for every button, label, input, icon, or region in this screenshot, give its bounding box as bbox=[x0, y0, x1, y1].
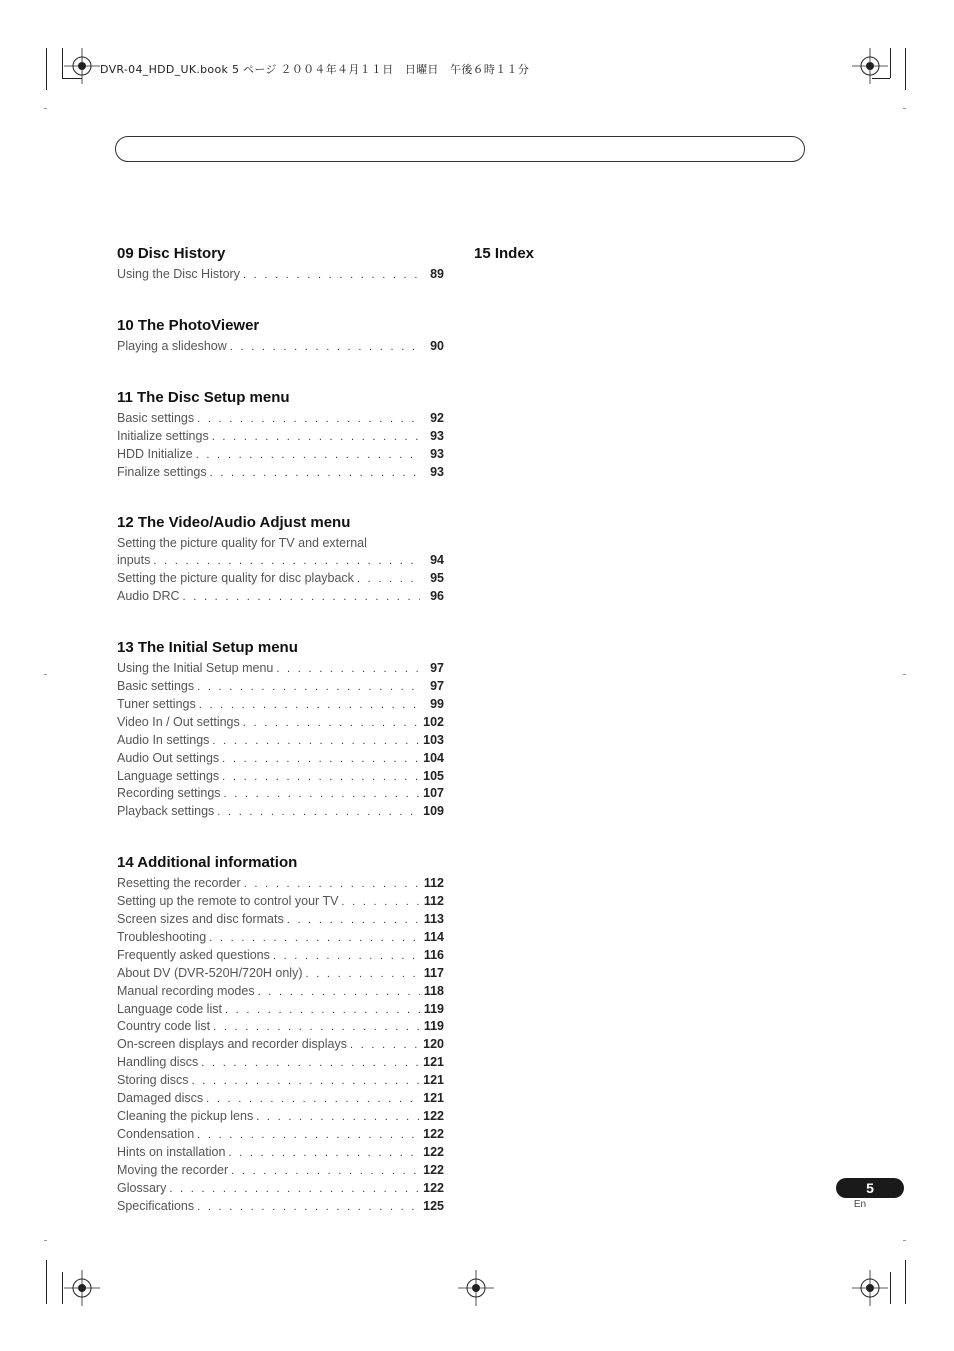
toc-page-number: 93 bbox=[430, 446, 444, 461]
dot-leader bbox=[199, 697, 420, 714]
tick-mark bbox=[44, 108, 47, 109]
toc-entry[interactable] bbox=[117, 947, 444, 965]
toc-page-number: 112 bbox=[423, 876, 444, 891]
dot-leader bbox=[341, 894, 419, 911]
dot-leader bbox=[243, 715, 419, 732]
chapter-title: 14 Additional information bbox=[117, 854, 298, 872]
dot-leader bbox=[224, 786, 420, 803]
dot-leader bbox=[196, 447, 420, 464]
toc-entry-label: Country code list bbox=[117, 1019, 211, 1034]
toc-left-column bbox=[117, 244, 444, 1247]
chapter-title: 09 Disc History bbox=[117, 245, 226, 262]
dot-leader bbox=[225, 1002, 420, 1019]
chapter-title: 15 Index bbox=[474, 245, 535, 262]
toc-entry-label: Handling discs bbox=[117, 1055, 199, 1070]
toc-entry-label: Audio DRC bbox=[117, 589, 180, 604]
toc-entry[interactable] bbox=[117, 1180, 444, 1198]
toc-page-number: 122 bbox=[423, 1144, 444, 1159]
toc-page-number: 116 bbox=[423, 947, 444, 962]
toc-entry-label: Basic settings bbox=[117, 410, 195, 425]
dot-leader bbox=[273, 948, 420, 965]
dot-leader bbox=[153, 553, 420, 570]
toc-entry[interactable] bbox=[117, 965, 444, 983]
crop-mark bbox=[890, 1272, 891, 1304]
dot-leader bbox=[287, 912, 420, 929]
page-number-badge: 5 bbox=[836, 1178, 904, 1198]
toc-entry-label: Language settings bbox=[117, 768, 220, 783]
dot-leader bbox=[230, 339, 420, 356]
toc-entry[interactable] bbox=[117, 911, 444, 929]
toc-entry[interactable] bbox=[117, 875, 444, 893]
toc-entry[interactable] bbox=[117, 1072, 444, 1090]
toc-entry[interactable] bbox=[117, 983, 444, 1001]
dot-leader bbox=[350, 1037, 419, 1054]
toc-entry[interactable] bbox=[117, 1162, 444, 1180]
toc-entry[interactable] bbox=[117, 588, 444, 606]
toc-entry[interactable] bbox=[117, 1198, 444, 1216]
toc-entry-label: About DV (DVR-520H/720H only) bbox=[117, 965, 303, 980]
crop-mark bbox=[905, 1260, 906, 1304]
title-bar bbox=[115, 136, 805, 162]
toc-page-number: 92 bbox=[430, 410, 444, 425]
toc-entry-label: Frequently asked questions bbox=[117, 947, 270, 962]
toc-page-number: 114 bbox=[423, 929, 444, 944]
toc-entry-label: Resetting the recorder bbox=[117, 876, 241, 891]
toc-entry-label: Specifications bbox=[117, 1198, 195, 1213]
dot-leader bbox=[197, 1127, 419, 1144]
toc-entry[interactable] bbox=[117, 1090, 444, 1108]
toc-entry-label: Condensation bbox=[117, 1126, 195, 1141]
toc-page-number: 121 bbox=[423, 1055, 444, 1070]
crop-mark bbox=[46, 1260, 47, 1304]
toc-entry-label: Screen sizes and disc formats bbox=[117, 912, 284, 927]
dot-leader bbox=[169, 1181, 419, 1198]
toc-entry-label: Language code list bbox=[117, 1001, 222, 1016]
dot-leader bbox=[206, 1091, 419, 1108]
toc-entry-label: Video In / Out settings bbox=[117, 714, 240, 729]
toc-entry-continuation[interactable] bbox=[117, 552, 444, 570]
print-header-line: DVR-04_HDD_UK.book 5 ページ ２００４年４月１１日 日曜日 午後６時１１分 bbox=[100, 63, 530, 76]
dot-leader bbox=[192, 1073, 420, 1090]
toc-page-number: 102 bbox=[423, 714, 444, 729]
toc-entry-label: Using the Initial Setup menu bbox=[117, 661, 274, 676]
toc-page-number: 122 bbox=[423, 1126, 444, 1141]
toc-entry[interactable] bbox=[117, 768, 444, 786]
toc-page-number: 107 bbox=[423, 786, 444, 801]
dot-leader bbox=[231, 1163, 419, 1180]
toc-page-number: 112 bbox=[423, 894, 444, 909]
dot-leader bbox=[213, 1019, 420, 1036]
toc-entry-label: inputs bbox=[117, 553, 151, 568]
toc-entry[interactable] bbox=[117, 446, 444, 464]
toc-entry[interactable] bbox=[117, 1126, 444, 1144]
toc-chapter bbox=[117, 513, 444, 606]
toc-entry-label: Manual recording modes bbox=[117, 983, 255, 998]
toc-entry-label: Setting up the remote to control your TV bbox=[117, 894, 339, 909]
dot-leader bbox=[357, 571, 420, 588]
toc-entry[interactable] bbox=[117, 428, 444, 446]
toc-entry-label: Troubleshooting bbox=[117, 929, 207, 944]
toc-chapter bbox=[117, 388, 444, 482]
toc-entry[interactable] bbox=[117, 732, 444, 750]
toc-page-number: 96 bbox=[430, 589, 444, 604]
dot-leader bbox=[222, 769, 419, 786]
dot-leader bbox=[243, 267, 420, 284]
crop-mark bbox=[905, 48, 906, 90]
toc-entry-label: Glossary bbox=[117, 1180, 167, 1195]
toc-page-number: 95 bbox=[430, 571, 444, 586]
toc-entry-label: On-screen displays and recorder displays bbox=[117, 1037, 347, 1052]
toc-entry[interactable] bbox=[117, 410, 444, 428]
toc-entry-label: Finalize settings bbox=[117, 464, 207, 479]
toc-chapter bbox=[117, 244, 444, 284]
toc-page-number: 120 bbox=[423, 1037, 444, 1052]
toc-entry-label: Using the Disc History bbox=[117, 267, 240, 281]
toc-page-number: 109 bbox=[423, 804, 444, 819]
toc-entry[interactable] bbox=[117, 929, 444, 947]
toc-entry[interactable] bbox=[117, 1018, 444, 1036]
toc-entry[interactable] bbox=[117, 464, 444, 482]
chapter-title: 13 The Initial Setup menu bbox=[117, 639, 298, 657]
toc-entry-label: Setting the picture quality for TV and external bbox=[117, 536, 367, 551]
chapter-title: 12 The Video/Audio Adjust menu bbox=[117, 514, 351, 532]
toc-entry[interactable] bbox=[117, 893, 444, 911]
chapter-title: 10 The PhotoViewer bbox=[117, 316, 260, 334]
tick-mark bbox=[903, 108, 906, 109]
toc-page-number: 117 bbox=[423, 965, 444, 980]
toc-entry-label: Audio Out settings bbox=[117, 750, 220, 765]
toc-entry[interactable] bbox=[117, 338, 444, 356]
toc-entry-label: Hints on installation bbox=[117, 1144, 226, 1159]
toc-page-number: 94 bbox=[430, 553, 444, 568]
dot-leader bbox=[197, 1199, 419, 1216]
toc-page-number: 105 bbox=[423, 768, 444, 783]
toc-entry[interactable] bbox=[117, 266, 444, 284]
toc-page-number: 122 bbox=[423, 1180, 444, 1195]
toc-entry[interactable] bbox=[117, 1001, 444, 1019]
toc-entry[interactable] bbox=[117, 750, 444, 768]
toc-entry[interactable] bbox=[117, 1054, 444, 1072]
toc-right-column bbox=[474, 244, 804, 296]
toc-page-number: 122 bbox=[423, 1109, 444, 1123]
toc-entry-label: Playing a slideshow bbox=[117, 338, 227, 353]
crop-mark bbox=[872, 78, 890, 79]
toc-page-number: 90 bbox=[430, 338, 444, 353]
toc-page-number: 113 bbox=[423, 912, 444, 927]
dot-leader bbox=[306, 966, 420, 983]
toc-entry-label: Damaged discs bbox=[117, 1091, 204, 1106]
toc-entry-label: Setting the picture quality for disc playback bbox=[117, 571, 354, 586]
crop-mark bbox=[62, 48, 63, 78]
dot-leader bbox=[197, 679, 420, 696]
dot-leader bbox=[222, 751, 419, 768]
toc-page-number: 93 bbox=[430, 428, 444, 443]
tick-mark bbox=[903, 1240, 906, 1241]
toc-entry[interactable] bbox=[117, 785, 444, 803]
dot-leader bbox=[276, 661, 420, 678]
registration-mark-icon bbox=[64, 1270, 100, 1306]
toc-entry-label: Storing discs bbox=[117, 1073, 189, 1088]
tick-mark bbox=[903, 674, 906, 675]
toc-entry[interactable] bbox=[117, 535, 444, 552]
toc-entry[interactable] bbox=[117, 803, 444, 821]
toc-page-number: 121 bbox=[423, 1091, 444, 1106]
toc-entry-label: Recording settings bbox=[117, 786, 221, 801]
registration-mark-icon bbox=[852, 1270, 888, 1306]
toc-entry-label: Tuner settings bbox=[117, 696, 196, 711]
chapter-title: 11 The Disc Setup menu bbox=[117, 388, 290, 406]
dot-leader bbox=[212, 733, 419, 750]
toc-entry-label: HDD Initialize bbox=[117, 446, 193, 461]
toc-entry[interactable] bbox=[117, 1108, 444, 1126]
toc-chapter bbox=[117, 316, 444, 356]
toc-entry[interactable] bbox=[117, 570, 444, 588]
toc-entry[interactable] bbox=[117, 660, 444, 678]
dot-leader bbox=[217, 804, 419, 821]
dot-leader bbox=[256, 1109, 419, 1126]
tick-mark bbox=[44, 674, 47, 675]
dot-leader bbox=[258, 984, 420, 1001]
toc-page-number: 122 bbox=[423, 1162, 444, 1177]
toc-page-number: 97 bbox=[430, 678, 444, 693]
dot-leader bbox=[228, 1145, 419, 1162]
toc-page-number: 104 bbox=[423, 750, 444, 765]
toc-entry[interactable] bbox=[117, 696, 444, 714]
toc-entry-label: Playback settings bbox=[117, 804, 215, 819]
toc-chapter bbox=[474, 244, 804, 264]
toc-page-number: 125 bbox=[423, 1198, 444, 1213]
dot-leader bbox=[183, 589, 420, 606]
registration-mark-icon bbox=[458, 1270, 494, 1306]
toc-page-number: 103 bbox=[423, 732, 444, 747]
dot-leader bbox=[212, 429, 420, 446]
crop-mark bbox=[46, 48, 47, 90]
toc-page-number: 93 bbox=[430, 464, 444, 479]
crop-mark bbox=[62, 78, 82, 79]
toc-entry-label: Cleaning the pickup lens bbox=[117, 1109, 254, 1123]
toc-entry-label: Initialize settings bbox=[117, 428, 209, 443]
toc-page-number: 119 bbox=[423, 1019, 444, 1034]
toc-entry-label: Audio In settings bbox=[117, 732, 210, 747]
toc-page-number: 99 bbox=[430, 696, 444, 711]
toc-page-number: 119 bbox=[423, 1001, 444, 1016]
tick-mark bbox=[44, 1240, 47, 1241]
dot-leader bbox=[210, 465, 420, 482]
dot-leader bbox=[244, 876, 420, 893]
dot-leader bbox=[201, 1055, 419, 1072]
toc-page-number: 89 bbox=[430, 267, 444, 281]
toc-page-number: 97 bbox=[430, 661, 444, 676]
toc-entry[interactable] bbox=[117, 678, 444, 696]
dot-leader bbox=[209, 930, 420, 947]
language-label: En bbox=[853, 1199, 867, 1210]
toc-entry[interactable] bbox=[117, 1036, 444, 1054]
toc-entry[interactable] bbox=[117, 714, 444, 732]
toc-page-number: 118 bbox=[423, 983, 444, 998]
dot-leader bbox=[197, 411, 420, 428]
toc-entry[interactable] bbox=[117, 1144, 444, 1162]
crop-mark bbox=[890, 48, 891, 78]
toc-chapter bbox=[117, 853, 444, 1215]
toc-page-number: 121 bbox=[423, 1073, 444, 1088]
crop-mark bbox=[62, 1272, 63, 1304]
toc-entry-label: Basic settings bbox=[117, 678, 195, 693]
toc-chapter bbox=[117, 638, 444, 821]
toc-entry-label: Moving the recorder bbox=[117, 1162, 229, 1177]
